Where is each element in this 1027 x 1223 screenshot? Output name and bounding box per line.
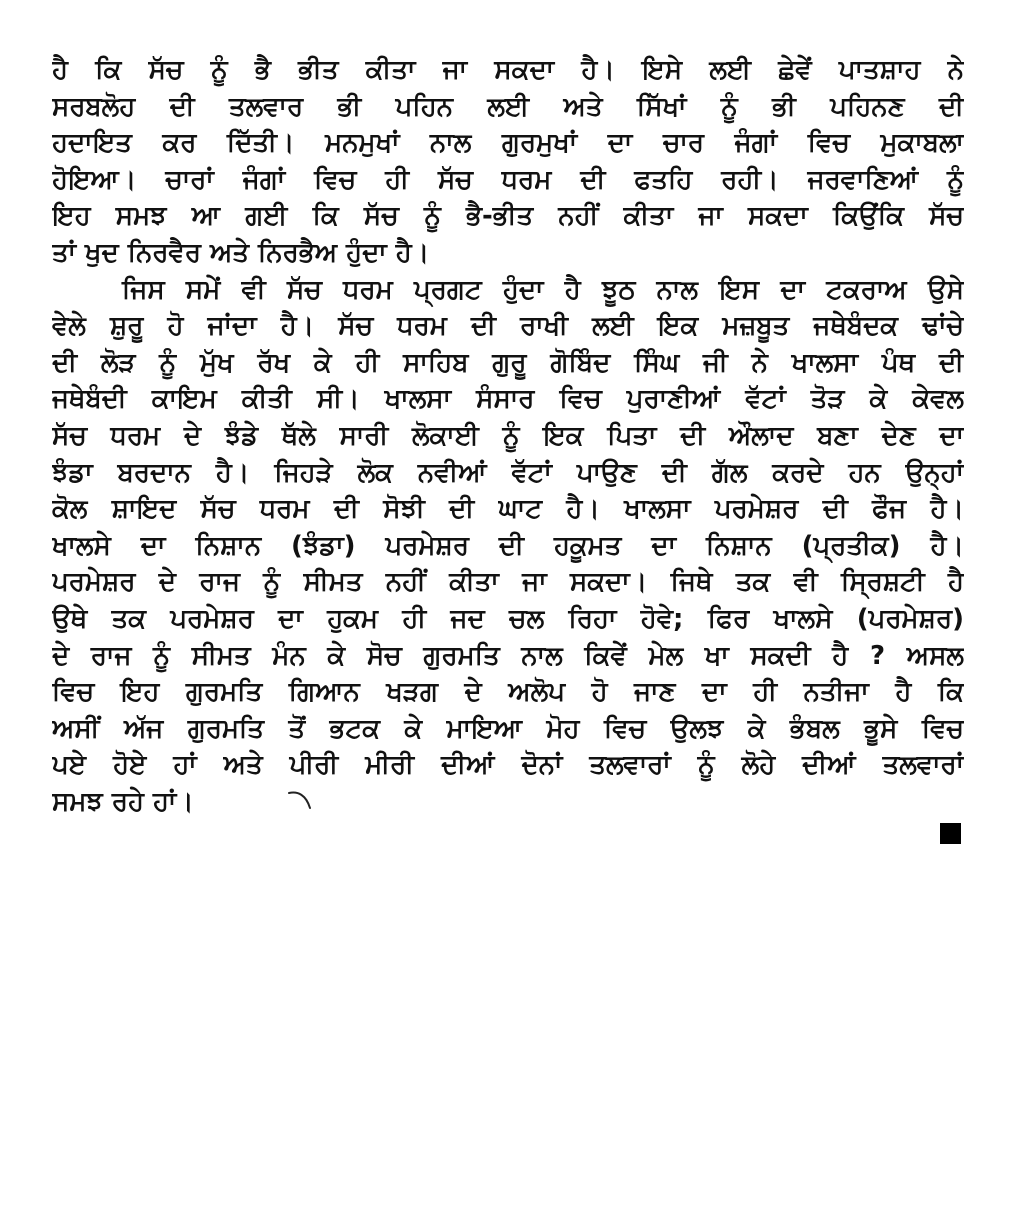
pen-stroke-mark — [286, 784, 320, 818]
text-line: ਪਏ ਹੋਏ ਹਾਂ ਅਤੇ ਪੀਰੀ ਮੀਰੀ ਦੀਆਂ ਦੋਨਾਂ ਤਲਵਾਰਾਂ ਨੂੰ ਲੋਹੇ ਦੀਆਂ ਤਲਵਾਰਾਂ — [52, 750, 964, 781]
text-line: ਵਿਚ ਇਹ ਗੁਰਮਤਿ ਗਿਆਨ ਖੜਗ ਦੇ ਅਲੋਪ ਹੋ ਜਾਣ ਦਾ ਹੀ ਨਤੀਜਾ ਹੈ ਕਿ — [52, 677, 964, 708]
text-line: ਹੋਇਆ। ਚਾਰਾਂ ਜੰਗਾਂ ਵਿਚ ਹੀ ਸੱਚ ਧਰਮ ਦੀ ਫਤਹਿ ਰਹੀ। ਜਰਵਾਣਿਆਂ ਨੂੰ — [52, 164, 964, 195]
text-line: ਦੇ ਰਾਜ ਨੂੰ ਸੀਮਤ ਮੰਨ ਕੇ ਸੋਚ ਗੁਰਮਤਿ ਨਾਲ ਕਿਵੇਂ ਮੇਲ ਖਾ ਸਕਦੀ ਹੈ ? ਅਸਲ — [52, 640, 964, 671]
paragraph-first-line: ਜਿਸ ਸਮੇਂ ਵੀ ਸੱਚ ਧਰਮ ਪ੍ਰਗਟ ਹੁੰਦਾ ਹੈ ਝੂਠ ਨਾਲ ਇਸ ਦਾ ਟਕਰਾਅ ਉਸੇ — [122, 274, 964, 305]
text-line: ਅਸੀਂ ਅੱਜ ਗੁਰਮਤਿ ਤੋਂ ਭਟਕ ਕੇ ਮਾਇਆ ਮੋਹ ਵਿਚ ਉਲਝ ਕੇ ਭੰਬਲ ਭੂਸੇ ਵਿਚ — [52, 713, 964, 744]
text-line: ਝੰਡਾ ਬਰਦਾਨ ਹੈ। ਜਿਹੜੇ ਲੋਕ ਨਵੀਆਂ ਵੱਟਾਂ ਪਾਉਣ ਦੀ ਗੱਲ ਕਰਦੇ ਹਨ ਉਨ੍ਹਾਂ — [52, 457, 964, 488]
text-line: ਸਰਬਲੋਹ ਦੀ ਤਲਵਾਰ ਭੀ ਪਹਿਨ ਲਈ ਅਤੇ ਸਿੱਖਾਂ ਨੂੰ ਭੀ ਪਹਿਨਣ ਦੀ — [52, 91, 964, 122]
text-line: ਹਦਾਇਤ ਕਰ ਦਿੱਤੀ। ਮਨਮੁਖਾਂ ਨਾਲ ਗੁਰਮੁਖਾਂ ਦਾ ਚਾਰ ਜੰਗਾਂ ਵਿਚ ਮੁਕਾਬਲਾ — [52, 128, 964, 159]
text-line: ਦੀ ਲੋੜ ਨੂੰ ਮੁੱਖ ਰੱਖ ਕੇ ਹੀ ਸਾਹਿਬ ਗੁਰੂ ਗੋਬਿੰਦ ਸਿੰਘ ਜੀ ਨੇ ਖਾਲਸਾ ਪੰਥ ਦੀ — [52, 347, 964, 378]
text-line: ਖਾਲਸੇ ਦਾ ਨਿਸ਼ਾਨ (ਝੰਡਾ) ਪਰਮੇਸ਼ਰ ਦੀ ਹਕੂਮਤ ਦਾ ਨਿਸ਼ਾਨ (ਪ੍ਰਤੀਕ) ਹੈ। — [52, 530, 964, 561]
text-line: ਉਥੇ ਤਕ ਪਰਮੇਸ਼ਰ ਦਾ ਹੁਕਮ ਹੀ ਜਦ ਚਲ ਰਿਹਾ ਹੋਵੇ; ਫਿਰ ਖਾਲਸੇ (ਪਰਮੇਸ਼ਰ) — [52, 603, 964, 634]
text-line: ਕੋਲ ਸ਼ਾਇਦ ਸੱਚ ਧਰਮ ਦੀ ਸੋਝੀ ਦੀ ਘਾਟ ਹੈ। ਖਾਲਸਾ ਪਰਮੇਸ਼ਰ ਦੀ ਫੌਜ ਹੈ। — [52, 494, 964, 525]
text-line: ਜਥੇਬੰਦੀ ਕਾਇਮ ਕੀਤੀ ਸੀ। ਖਾਲਸਾ ਸੰਸਾਰ ਵਿਚ ਪੁਰਾਣੀਆਂ ਵੱਟਾਂ ਤੋੜ ਕੇ ਕੇਵਲ — [52, 384, 964, 415]
text-line: ਵੇਲੇ ਸ਼ੁਰੂ ਹੋ ਜਾਂਦਾ ਹੈ। ਸੱਚ ਧਰਮ ਦੀ ਰਾਖੀ ਲਈ ਇਕ ਮਜ਼ਬੂਤ ਜਥੇਬੰਦਕ ਢਾਂਚੇ — [52, 311, 964, 342]
paragraph-end-line: ਸਮਝ ਰਹੇ ਹਾਂ। — [52, 786, 194, 817]
paragraph-end-line: ਤਾਂ ਖੁਦ ਨਿਰਵੈਰ ਅਤੇ ਨਿਰਭੈਅ ਹੁੰਦਾ ਹੈ। — [52, 237, 430, 268]
end-of-section-square-icon — [940, 823, 961, 844]
text-line: ਪਰਮੇਸ਼ਰ ਦੇ ਰਾਜ ਨੂੰ ਸੀਮਤ ਨਹੀਂ ਕੀਤਾ ਜਾ ਸਕਦਾ। ਜਿਥੇ ਤਕ ਵੀ ਸ੍ਰਿਸ਼ਟੀ ਹੈ — [52, 567, 964, 598]
text-line: ਸੱਚ ਧਰਮ ਦੇ ਝੰਡੇ ਥੱਲੇ ਸਾਰੀ ਲੋਕਾਈ ਨੂੰ ਇਕ ਪਿਤਾ ਦੀ ਔਲਾਦ ਬਣਾ ਦੇਣ ਦਾ — [52, 420, 964, 451]
text-line: ਹੈ ਕਿ ਸੱਚ ਨੂੰ ਭੈ ਭੀਤ ਕੀਤਾ ਜਾ ਸਕਦਾ ਹੈ। ਇਸੇ ਲਈ ਛੇਵੇਂ ਪਾਤਸ਼ਾਹ ਨੇ — [52, 55, 964, 85]
text-line: ਇਹ ਸਮਝ ਆ ਗਈ ਕਿ ਸੱਚ ਨੂੰ ਭੈ-ਭੀਤ ਨਹੀਂ ਕੀਤਾ ਜਾ ਸਕਦਾ ਕਿਉਂਕਿ ਸੱਚ — [52, 201, 964, 232]
body-text — [52, 52, 964, 820]
